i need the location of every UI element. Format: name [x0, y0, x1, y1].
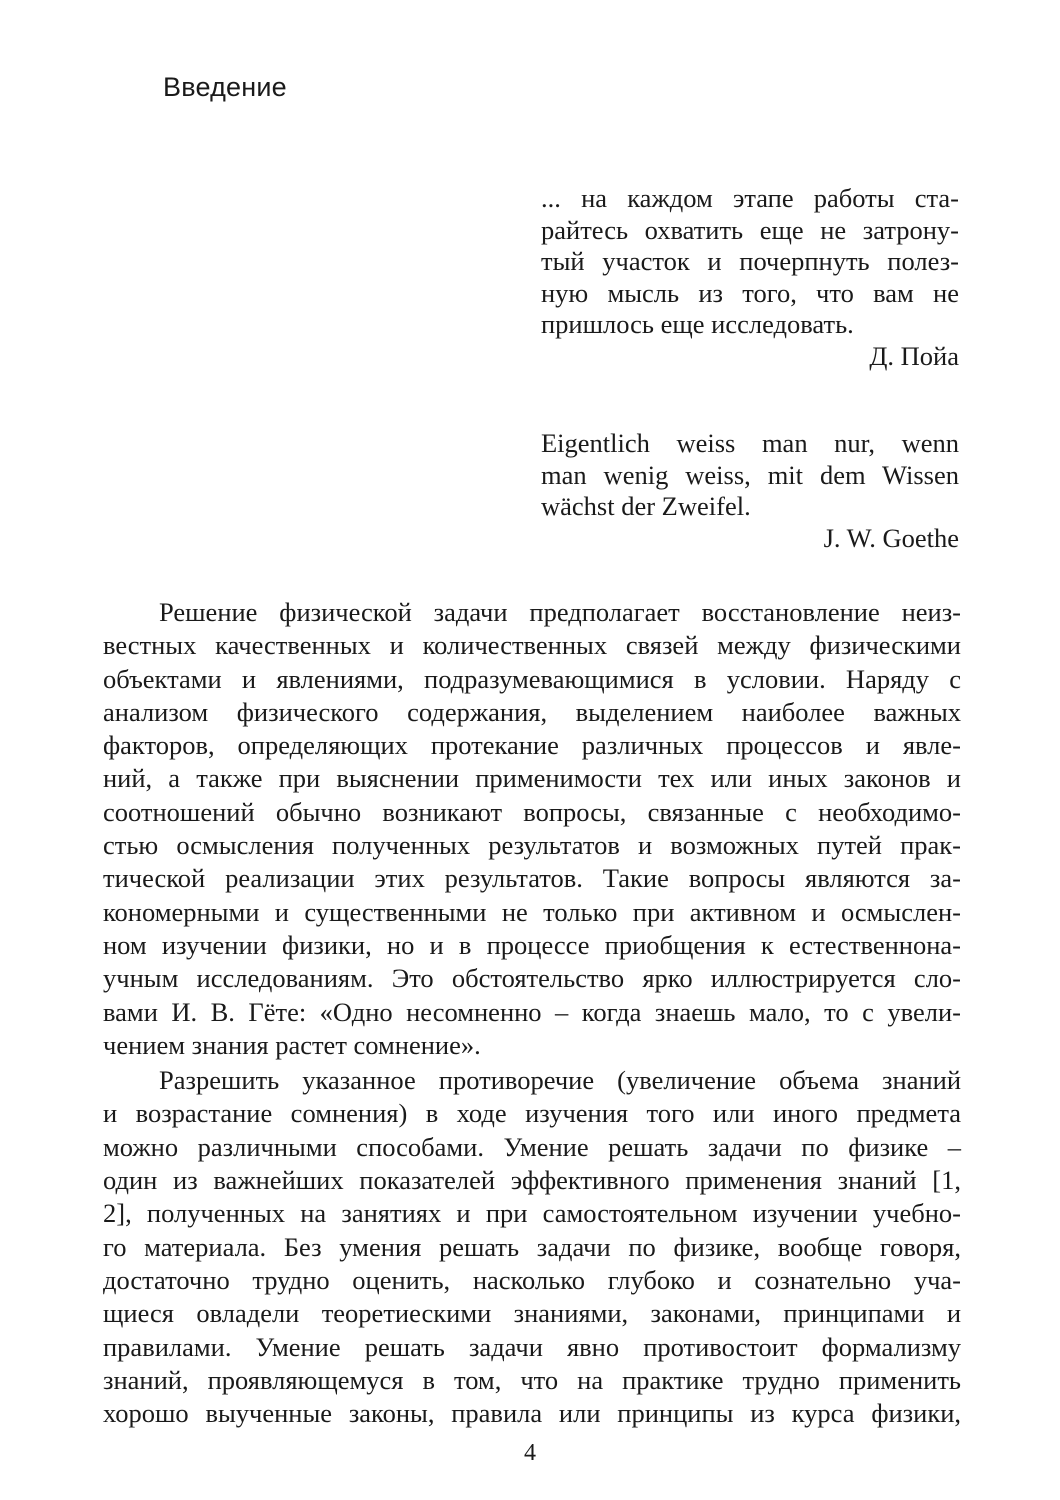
text-line: щиеся овладели теоретиескими знаниями, законами, принципами и: [103, 1298, 961, 1329]
epigraph-line: man wenig weiss, mit dem Wissen: [541, 459, 959, 490]
text-line: один из важнейших показателей эффективного применения знаний [1,: [103, 1165, 961, 1196]
text-line: и возрастание сомнения) в ходе изучения того или иного предмета: [103, 1098, 961, 1129]
epigraph-line: Eigentlich weiss man nur, wenn: [541, 428, 959, 458]
epigraph-line: wächst der Zweifel.: [541, 491, 751, 521]
epigraph-polya: [541, 183, 959, 372]
text-line: можно различными способами. Умение решать задачи по физике –: [103, 1131, 961, 1162]
paragraph: [103, 1064, 961, 1430]
epigraph-line: тый участок и почерпнуть полез-: [541, 246, 959, 276]
text-line: учным исследованиям. Это обстоятельство ярко иллюстрируется сло-: [103, 963, 961, 994]
text-line: объектами и явлениями, подразумевающимися в условии. Наряду с: [103, 663, 961, 694]
text-line: чением знания растет сомнение».: [103, 1029, 481, 1060]
text-line: вами И. В. Гёте: «Одно несомненно – когда знаешь мало, то с увели-: [103, 996, 961, 1027]
epigraph-line: райтесь охватить еще не затрону-: [541, 214, 959, 245]
text-line: правилами. Умение решать задачи явно противостоит формализму: [103, 1331, 961, 1362]
text-line: хорошо выученные законы, правила или принципы из курса физики,: [103, 1398, 961, 1429]
epigraph-line: пришлось еще исследовать.: [541, 309, 854, 339]
text-line: ний, а также при выяснении применимости тех или иных законов и: [103, 763, 961, 794]
epigraph-goethe: [541, 428, 959, 554]
text-line: ном изучении физики, но и в процессе приобщения к естественнона-: [103, 929, 961, 960]
epigraph-line: ... на каждом этапе работы ста-: [541, 183, 959, 213]
text-line: соотношений обычно возникают вопросы, связанные с необходимо-: [103, 796, 961, 827]
paragraph: [103, 596, 961, 1062]
text-line: кономерными и существенными не только при активном и осмыслен-: [103, 896, 961, 927]
text-line: вестных качественных и количественных связей между физическими: [103, 630, 961, 661]
epigraph-text: [541, 183, 959, 341]
section-title: Введение: [163, 72, 287, 102]
epigraph-author: J. W. Goethe: [823, 522, 959, 553]
text-line: Решение физической задачи предполагает восстановление неиз-: [159, 597, 961, 627]
text-line: стью осмысления полученных результатов и возможных путей прак-: [103, 830, 961, 861]
epigraph-line: ную мысль из того, что вам не: [541, 277, 959, 308]
text-line: знаний, проявляющемуся в том, что на практике трудно применить: [103, 1364, 961, 1395]
text-line: 2], полученных на занятиях и при самостоятельном изучении учебно-: [103, 1198, 961, 1229]
page-number: 4: [524, 1440, 536, 1466]
text-line: го материала. Без умения решать задачи по физике, вообще говоря,: [103, 1231, 961, 1262]
epigraph-text: [541, 428, 959, 523]
text-line: анализом физического содержания, выделением наиболее важных: [103, 696, 961, 727]
epigraph-author: Д. Пойа: [869, 340, 959, 371]
text-line: факторов, определяющих протекание различных процессов и явле-: [103, 730, 961, 761]
text-line: Разрешить указанное противоречие (увеличение объема знаний: [159, 1065, 961, 1096]
text-line: достаточно трудно оценить, насколько глубоко и сознательно уча-: [103, 1264, 961, 1295]
body-text: [103, 596, 961, 1430]
text-line: тической реализации этих результатов. Такие вопросы являются за-: [103, 863, 961, 894]
